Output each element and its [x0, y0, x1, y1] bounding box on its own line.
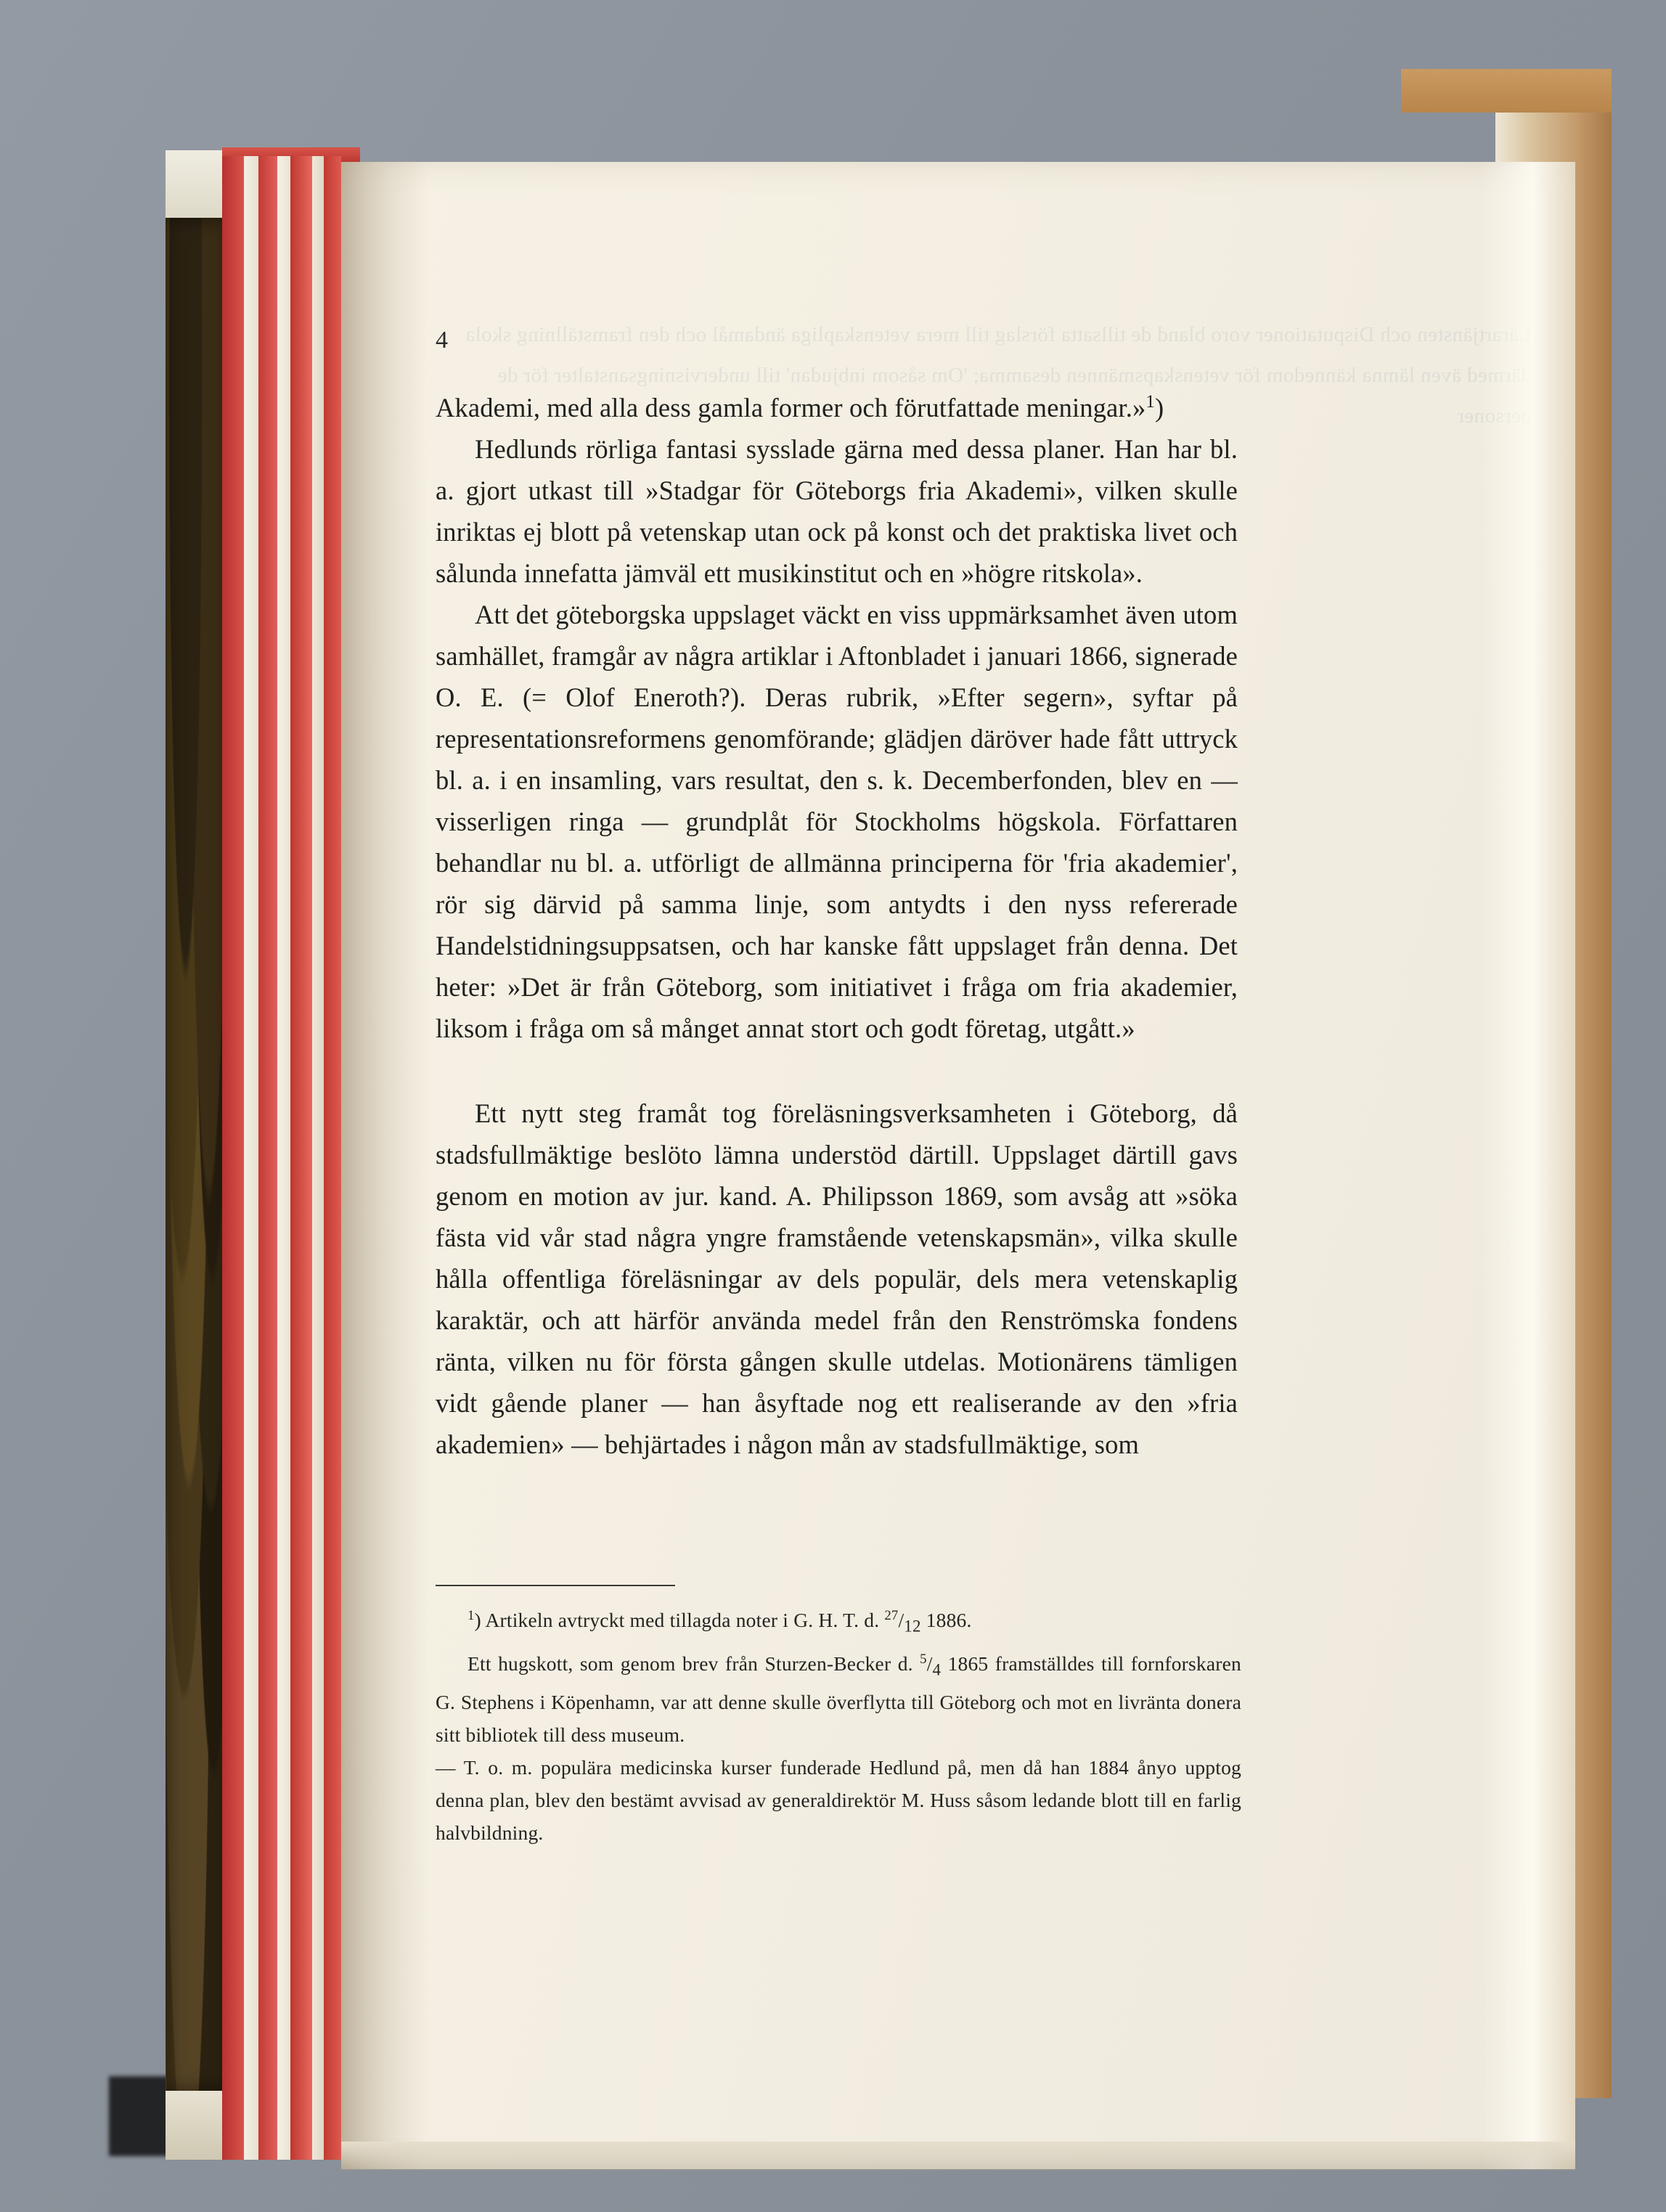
open-book: [80, 69, 1612, 2160]
page-bottom-edge: [341, 2142, 1575, 2171]
binding-strip-red-1: [222, 156, 244, 2160]
footnote-line-2: Ett hugskott, som genom brev från Sturzen-Becker d. $^5/_4$ 1865 framställdes till fornforskaren G. Stephens i Köpenhamn, var att denne skulle överflytta till Göteborg och mot en livränta donera sitt bibliotek till dess museum.: [436, 1651, 1241, 1747]
paragraph-2: Hedlunds rörliga fantasi sysslade gärna med dessa planer. Han har bl. a. gjort utkast till »Stadgar för Göteborgs fria Akademi», vilken skulle inriktas ej blott på vetenskap utan ock på konst och det praktiska livet och sålunda innefatta jämväl ett musikinstitut och en »högre ritskola».: [436, 434, 1238, 589]
paragraph-3: Att det göteborgska uppslaget väckt en viss uppmärksamhet även utom samhället, framgår av några artiklar i Aftonbladet i januari 1866, signerade O. E. (= Olof Eneroth?). Deras rubrik, »Efter segern», syftar på representationsreformens genomförande; glädjen däröver hade fått uttryck bl. a. i en insamling, vars resultat, den s. k. Decemberfonden, blev en — visserligen ringa — grundplåt för Stockholms högskola. Författaren behandlar nu bl. a. utförligt de allmänna principerna för 'fria akademier', rör sig därvid på samma linje, som antydts i den nyss refererade Handelstidningsuppsatsen, och har kanske fått uppslaget från denna. Det heter: »Det är från Göteborg, som initiativet i fråga om fria akademier, liksom i fråga om så månget annat stort och godt företag, utgått.»: [436, 600, 1238, 1044]
footnote-line-3: — T. o. m. populära medicinska kurser funderade Hedlund på, men då han 1884 ånyo upptog denna plan, blev den bestämt avvisad av generaldirektör M. Huss såsom ledande blott till en farlig halvbildning.: [436, 1756, 1241, 1845]
footnote-line-1: $^1$) Artikeln avtryckt med tillagda noter i G. H. T. d. $^{27}/_{12}$ 1886.: [467, 1608, 972, 1636]
footnote-block: [436, 1599, 1241, 1849]
page-number: 4: [436, 327, 449, 354]
footnote-rule: [436, 1585, 675, 1586]
binding-strip-cream-3: [312, 156, 324, 2160]
body-text-column: [436, 381, 1238, 1465]
binding-strip-red-2: [258, 156, 277, 2160]
binding-strip-red-4: [324, 156, 341, 2160]
bleed-through-text: Lärartjänsten och Disputationer voro bland de tillsatta förslag till mera vetenskapliga ändamål och den framställning skola därmed även lämna kännedom för vetenskapsmännen desamma; 'Om såsom inbjudan' till undervisningsanstalter för de personer: [465, 323, 1532, 428]
binding-strip-cream-2: [277, 156, 290, 2160]
binding-strip-red-3: [290, 156, 312, 2160]
paragraph-1: Akademi, med alla dess gamla former och förutfattade meningar.»$^1$): [436, 392, 1164, 423]
binding-strip-cream-1: [244, 156, 258, 2160]
paragraph-4: Ett nytt steg framåt tog föreläsningsverksamheten i Göteborg, då stadsfullmäktige beslöto lämna understöd därtill. Uppslaget därtill gavs genom en motion av jur. kand. A. Philipsson 1869, som avsåg att »söka fästa vid vår stad några yngre framstående vetenskapsmän», vilka skulle hålla offentliga föreläsningar av dels populär, dels mera vetenskaplig karaktär, och att härför använda medel från den Renströmska fondens ränta, vilken nu för första gången skulle utdelas. Motionärens tämligen vidt gående planer — han åsyftade nog ett realiserande av den »fria akademien» — behjärtades i någon mån av stadsfullmäktige, som: [436, 1098, 1238, 1460]
